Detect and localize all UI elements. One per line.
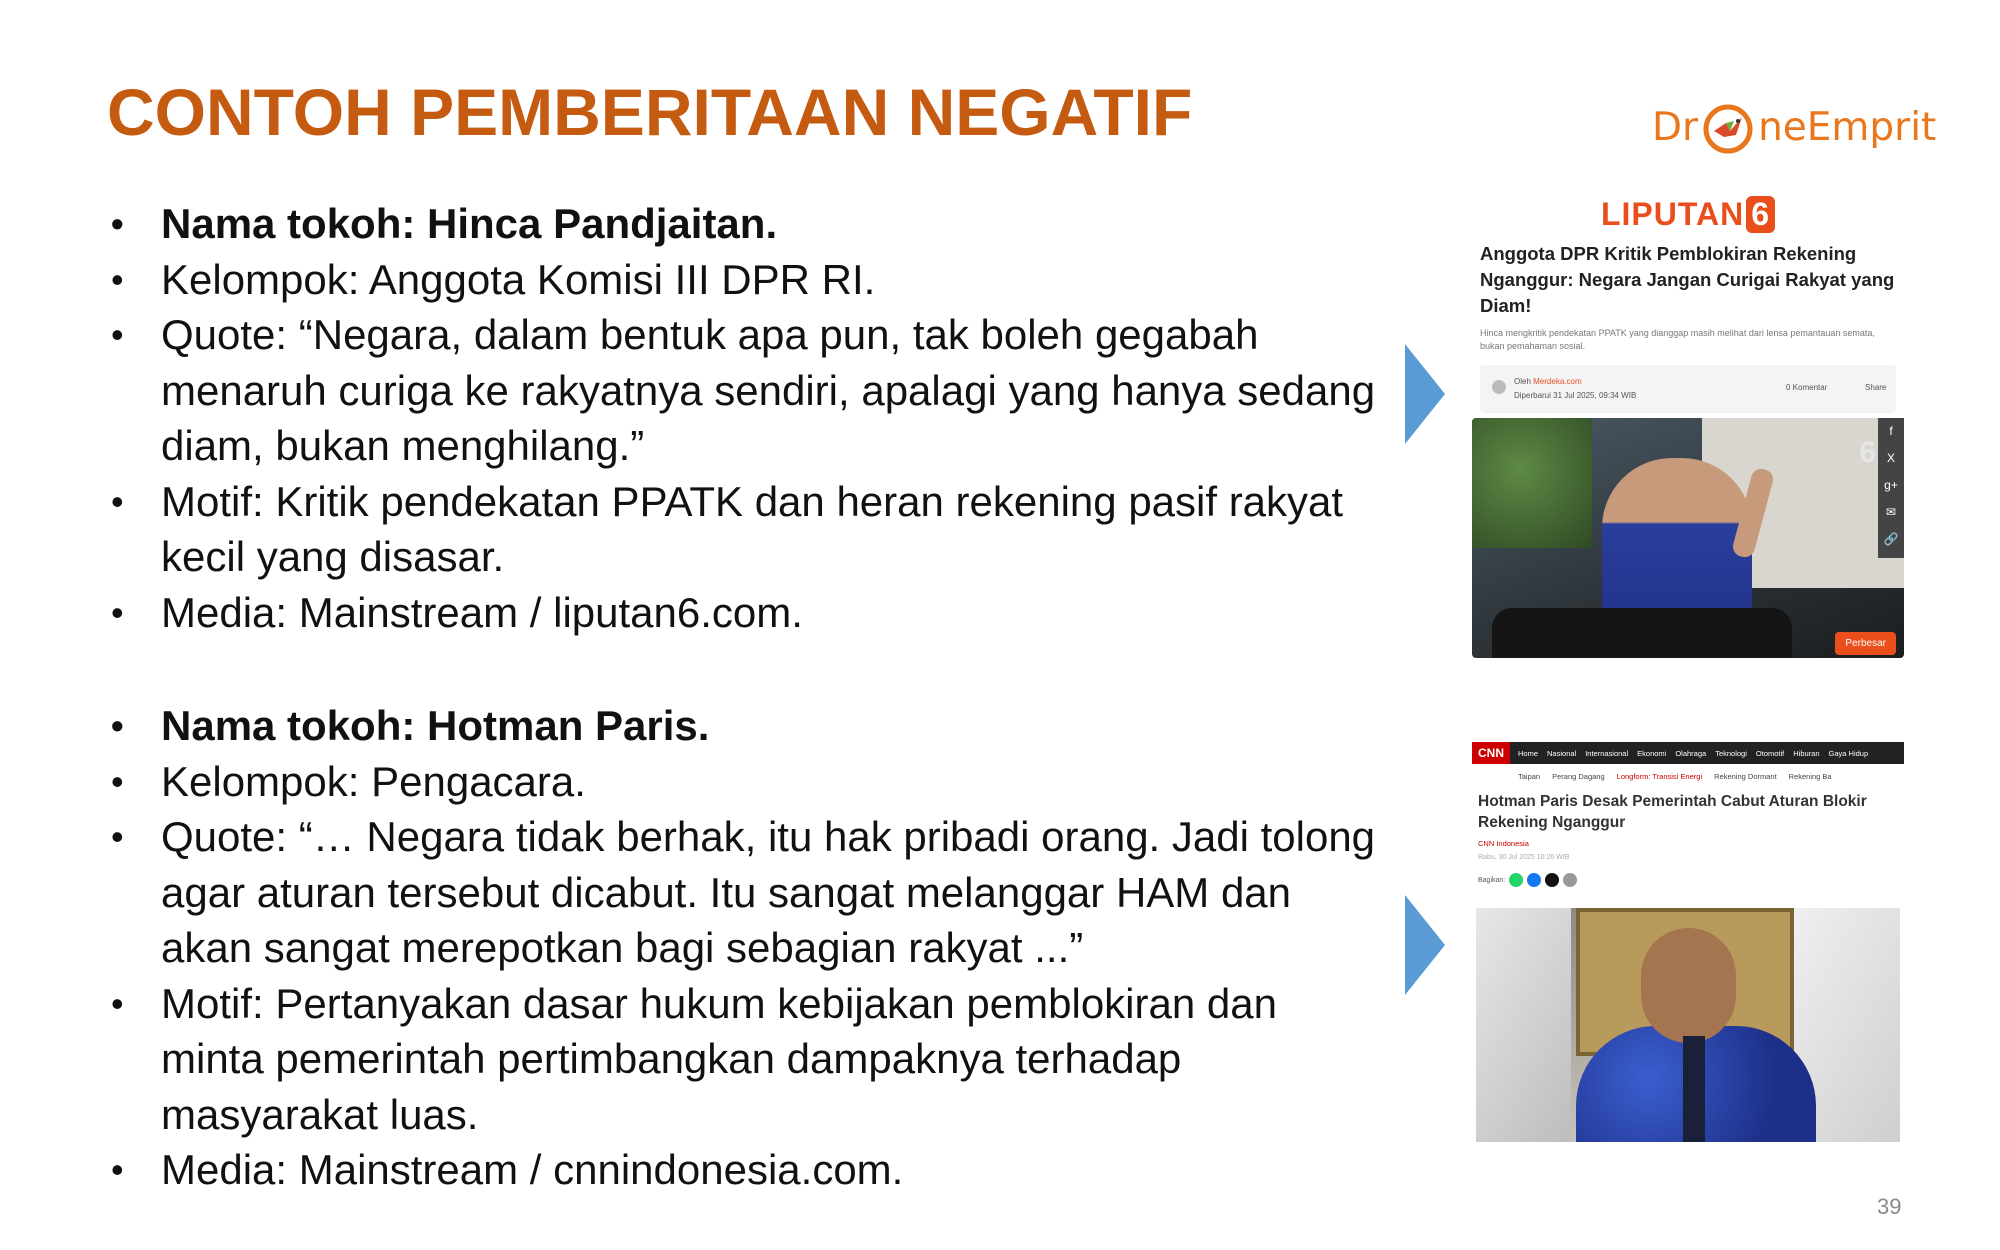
cnn-share-row: Bagikan: [1478, 873, 1898, 887]
liputan6-article-screenshot [1472, 188, 1904, 663]
nav-item[interactable]: Otomotif [1755, 748, 1785, 758]
x-icon[interactable]: X [1886, 451, 1895, 465]
social-share-bar [1878, 418, 1904, 558]
logo-text-left: Dr [1652, 104, 1699, 150]
bullet-item: • Quote: “… Negara tidak berhak, itu hak pribadi orang. Jadi tolong agar aturan tersebut dicabut. Itu sangat melanggar HAM dan akan sangat merepotkan bagi sebagian rakyat ...” [107, 809, 1377, 976]
liputan6-watermark: 6 [1859, 436, 1876, 469]
nav-item[interactable]: Gaya Hidup [1828, 748, 1869, 758]
cnn-date: Rabu, 30 Jul 2025 10:26 WIB [1478, 854, 1570, 861]
link-icon[interactable]: 🔗 [1883, 532, 1899, 546]
updated-date: Diperbarui 31 Jul 2025, 09:34 WIB [1514, 391, 1637, 400]
hinca-photo [1472, 418, 1904, 658]
link-icon[interactable] [1563, 873, 1577, 887]
slide-title: CONTOH PEMBERITAAN NEGATIF [107, 75, 1193, 149]
liputan6-headline: Anggota DPR Kritik Pemblokiran Rekening Nganggur: Negara Jangan Curigai Rakyat yang Diam! [1480, 243, 1895, 316]
avatar [1492, 380, 1506, 394]
bullet-spacer [107, 640, 1377, 698]
cnn-sub-nav [1518, 772, 1904, 781]
page-number: 39 [1877, 1194, 1902, 1219]
bullet-item: • Quote: “Negara, dalam bentuk apa pun, tak boleh gegabah menaruh curiga ke rakyatnya sendiri, apalagi yang hanya sedang diam, bukan menghilang.” [107, 307, 1377, 474]
cnn-source[interactable]: CNN Indonesia [1478, 839, 1529, 848]
nav-item[interactable]: Internasional [1585, 748, 1629, 758]
comments-link[interactable]: 0 Komentar [1786, 383, 1828, 392]
nav-item[interactable]: Olahraga [1675, 748, 1707, 758]
bullet-item: • Media: Mainstream / liputan6.com. [107, 585, 1377, 641]
hotman-paris-photo [1476, 908, 1900, 1142]
email-icon[interactable]: ✉ [1885, 505, 1897, 519]
nav-item[interactable]: Ekonomi [1637, 748, 1667, 758]
enlarge-button[interactable]: Perbesar [1835, 632, 1896, 655]
cnn-headline: Hotman Paris Desak Pemerintah Cabut Aturan Blokir Rekening Nganggur [1478, 793, 1867, 831]
sub-nav-item[interactable]: Rekening Dormant [1714, 772, 1777, 781]
logo-text-right: neEmprit [1758, 104, 1937, 150]
liputan6-summary: Hinca mengkritik pendekatan PPATK yang dianggap masih melihat dari lensa pemantauan semata, bukan pemahaman sosial. [1480, 328, 1875, 351]
pointer-arrow-icon [1405, 344, 1445, 444]
cnn-logo[interactable]: CNN [1472, 742, 1510, 764]
author-link[interactable]: Merdeka.com [1533, 377, 1582, 386]
bullet-item: • Kelompok: Anggota Komisi III DPR RI. [107, 252, 1377, 308]
sub-nav-item[interactable]: Perang Dagang [1552, 772, 1605, 781]
whatsapp-icon[interactable] [1509, 873, 1523, 887]
liputan6-logo: LIPUTAN 6 [1472, 196, 1904, 233]
sub-nav-item[interactable]: Rekening Ba [1788, 772, 1832, 781]
bullet-list [107, 196, 1377, 1198]
sub-nav-item[interactable]: Longform: Transisi Energi [1616, 772, 1703, 781]
bullet-item: • Nama tokoh: Hotman Paris. [107, 698, 1377, 754]
bullet-item: • Kelompok: Pengacara. [107, 754, 1377, 810]
drone-bird-ring-icon [1700, 101, 1756, 157]
facebook-icon[interactable] [1527, 873, 1541, 887]
share-link[interactable]: Share [1865, 383, 1887, 392]
liputan6-meta-bar: Oleh Merdeka.com Diperbarui 31 Jul 2025, 09:34 WIB 0 Komentar Share [1480, 365, 1896, 413]
google-plus-icon[interactable]: g+ [1884, 478, 1898, 492]
nav-item[interactable]: Home [1518, 748, 1539, 758]
sub-nav-item[interactable]: Taipan [1518, 772, 1541, 781]
bullet-item: • Motif: Kritik pendekatan PPATK dan heran rekening pasif rakyat kecil yang disasar. [107, 474, 1377, 585]
drone-emprit-logo [1652, 92, 1936, 162]
pointer-arrow-icon [1405, 895, 1445, 995]
bullet-item: • Media: Mainstream / cnnindonesia.com. [107, 1142, 1377, 1198]
x-icon[interactable] [1545, 873, 1559, 887]
facebook-icon[interactable]: f [1889, 424, 1893, 438]
cnn-nav-bar [1472, 742, 1904, 764]
bullet-item: • Motif: Pertanyakan dasar hukum kebijakan pemblokiran dan minta pemerintah pertimbangkan dampaknya terhadap masyarakat luas. [107, 976, 1377, 1143]
nav-item[interactable]: Nasional [1547, 748, 1577, 758]
nav-item[interactable]: Teknologi [1715, 748, 1747, 758]
cnn-article-screenshot [1472, 742, 1904, 1142]
bullet-item: • Nama tokoh: Hinca Pandjaitan. [107, 196, 1377, 252]
nav-item[interactable]: Hiburan [1793, 748, 1820, 758]
